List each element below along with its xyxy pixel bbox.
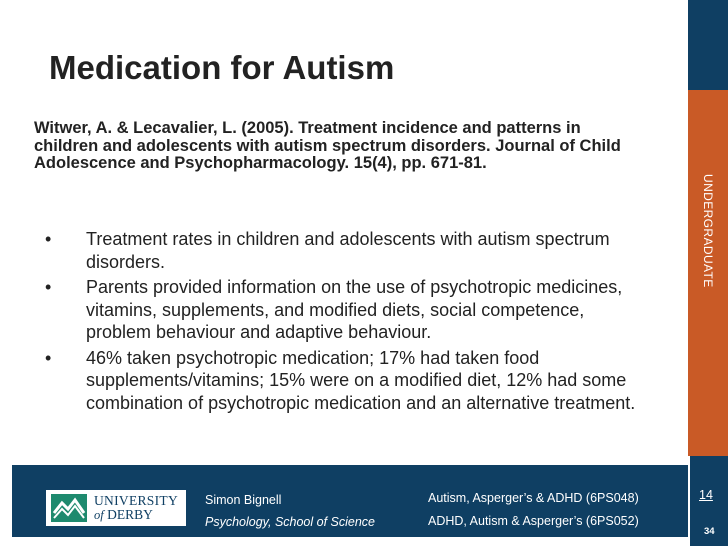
logo-of: of: [94, 508, 104, 522]
presenter-name: Simon Bignell: [205, 493, 282, 507]
logo-derby: [94, 508, 178, 522]
bullet-mark: •: [45, 347, 52, 368]
logo-wordmark: [94, 494, 178, 522]
presenter-block: [205, 489, 375, 533]
side-label: [688, 90, 728, 456]
slide-title: Medication for Autism: [49, 49, 395, 86]
presenter-department: Psychology, School of Science: [205, 515, 376, 529]
bullet-mark: •: [45, 277, 52, 297]
bullet-item: [34, 276, 654, 344]
bullet-text: 46% taken psychotropic medication; 17% had taken food supplements/vitamins; 15% were on a modified diet, 12% had some combination of psychotropic medication and an alternative treatment.: [86, 347, 636, 413]
bullet-item: [34, 228, 654, 273]
reference-citation: Witwer, A. & Lecavalier, L. (2005). Treatment incidence and patterns in children and adolescents with autism spectrum disorders. Journal of Child Adolescence and Psychopharmacology. 15(4), pp. 671-81.: [34, 119, 621, 172]
side-band-top: [688, 0, 728, 90]
mountain-logo-icon: [51, 494, 87, 522]
footer-divider: [688, 456, 690, 546]
bullet-item: [34, 347, 654, 415]
bullet-mark: •: [45, 229, 52, 249]
page-number: 14: [699, 488, 713, 502]
bullet-list: [34, 228, 654, 417]
bullet-text: Treatment rates in children and adolescents with autism spectrum disorders.: [86, 229, 610, 272]
logo-derby-name: DERBY: [107, 507, 153, 522]
slide-number: 34: [704, 526, 715, 537]
university-logo: [46, 490, 186, 526]
course-1: Autism, Asperger’s & ADHD (6PS048): [428, 491, 639, 505]
side-label-text: UNDERGRADUATE: [701, 174, 715, 288]
bullet-text: Parents provided information on the use of psychotropic medicines, vitamins, supplements, and modified diets, social competence, problem behaviour and adaptive behaviour.: [86, 277, 623, 342]
course-2: ADHD, Autism & Asperger’s (6PS052): [428, 514, 639, 528]
course-block: [428, 487, 639, 533]
logo-university: UNIVERSITY: [94, 493, 178, 508]
